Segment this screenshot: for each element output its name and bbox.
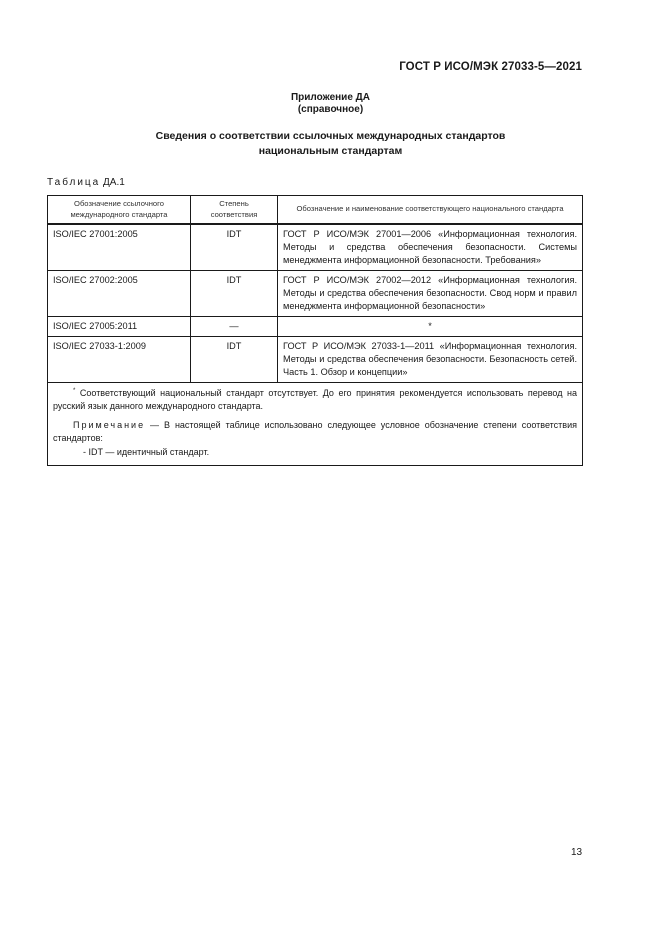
intl-standard-cell: ISO/IEC 27005:2011: [48, 317, 191, 337]
note-label: Примечание: [73, 420, 146, 430]
note-list-item: - IDT — идентичный стандарт.: [83, 447, 210, 457]
reference-standards-table: [47, 195, 583, 466]
national-standard-cell: ГОСТ Р ИСО/МЭК 27033-1—2011 «Информационная технология. Методы и средства обеспечения безопасности. Безопасность сетей. Часть 1. Обзор и концепции»: [278, 337, 583, 383]
degree-cell: —: [191, 317, 278, 337]
document-title-line2: национальным стандартам: [258, 145, 403, 157]
table-label: [47, 177, 125, 188]
footnote-text: Соответствующий национальный стандарт отсутствует. До его принятия рекомендуется использовать перевод на русский язык данного международного стандарта.: [53, 388, 577, 411]
header-degree: Степень соответствия: [191, 196, 278, 225]
table-row: [48, 317, 583, 337]
table-row: [48, 271, 583, 317]
national-standard-cell: ГОСТ Р ИСО/МЭК 27001—2006 «Информационная технология. Методы и средства обеспечения безопасности. Системы менеджмента информационной безопасности. Требования»: [278, 224, 583, 271]
page-number: 13: [571, 847, 583, 858]
table-row: [48, 337, 583, 383]
annex-subtitle: (справочное): [297, 104, 364, 115]
degree-cell: IDT: [191, 271, 278, 317]
intl-standard-cell: ISO/IEC 27002:2005: [48, 271, 191, 317]
annex-title: Приложение ДА: [290, 92, 371, 103]
table-row: [48, 224, 583, 271]
national-standard-cell: ГОСТ Р ИСО/МЭК 27002—2012 «Информационная технология. Методы и средства обеспечения безопасности. Свод норм и правил менеджмента информационной безопасности»: [278, 271, 583, 317]
document-title: [0, 129, 661, 159]
intl-standard-cell: ISO/IEC 27001:2005: [48, 224, 191, 271]
table-notes-cell: [48, 383, 583, 466]
intl-standard-cell: ISO/IEC 27033-1:2009: [48, 337, 191, 383]
table-label-word: Таблица: [47, 177, 101, 188]
header-intl-standard: Обозначение ссылочного международного стандарта: [48, 196, 191, 225]
footnote-mark: *: [73, 388, 76, 394]
national-standard-cell: *: [278, 317, 583, 337]
table-notes-row: [48, 383, 583, 466]
note: [53, 419, 577, 445]
standard-code-header: ГОСТ Р ИСО/МЭК 27033-5—2021: [399, 61, 582, 73]
table-label-number: ДА.1: [103, 177, 125, 188]
degree-cell: IDT: [191, 337, 278, 383]
note-text: — В настоящей таблице использовано следующее условное обозначение степени соответствия стандартов:: [53, 420, 577, 443]
degree-cell: IDT: [191, 224, 278, 271]
footnote: [53, 387, 577, 413]
header-national-standard: Обозначение и наименование соответствующего национального стандарта: [278, 196, 583, 225]
document-title-line1: Сведения о соответствии ссылочных международных стандартов: [155, 130, 506, 142]
table-header-row: [48, 196, 583, 225]
